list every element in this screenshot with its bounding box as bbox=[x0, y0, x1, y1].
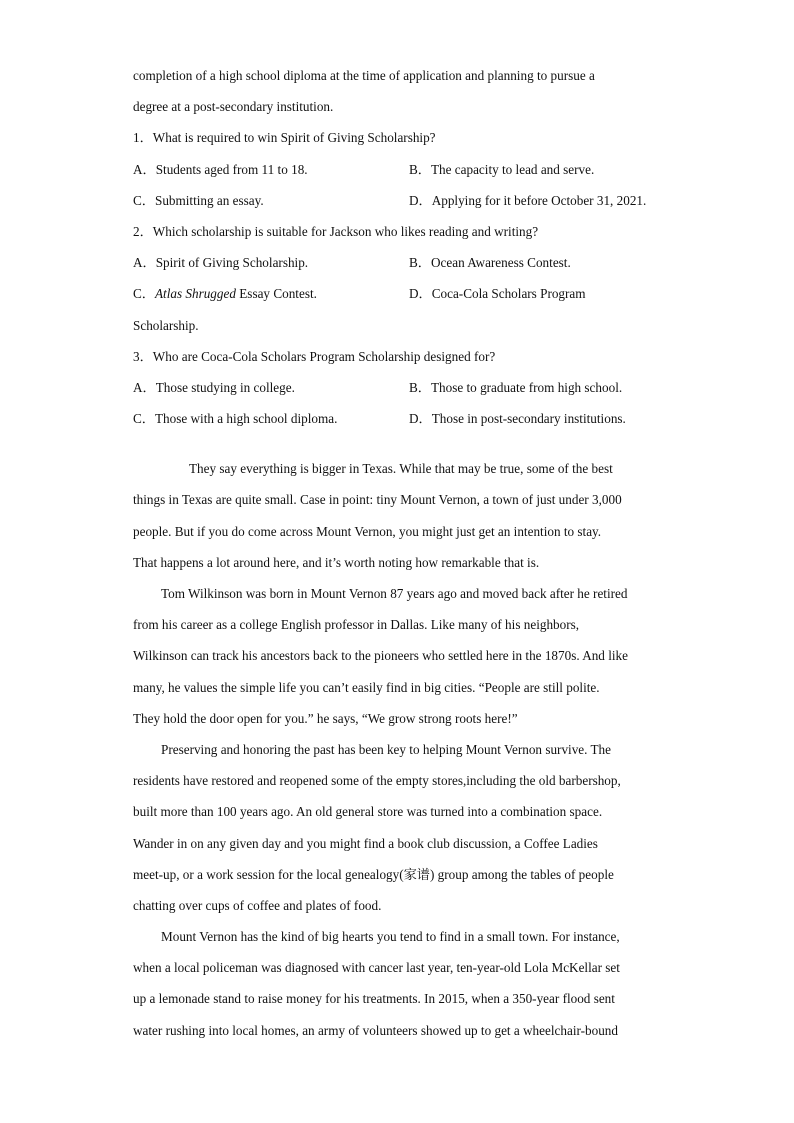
paragraph-3 bbox=[133, 734, 663, 921]
option-row bbox=[133, 154, 663, 185]
text-line: Tom Wilkinson was born in Mount Vernon 87 years ago and moved back after he retired bbox=[161, 586, 628, 601]
text-line: meet-up, or a work session for the local genealogy(家谱) group among the tables of people bbox=[133, 866, 614, 882]
option-c-prefix: C． bbox=[133, 286, 155, 302]
text-line: from his career as a college English professor in Dallas. Like many of his neighbors, bbox=[133, 617, 580, 633]
option-b: B．The capacity to lead and serve. bbox=[409, 161, 595, 177]
text-line: when a local policeman was diagnosed with cancer last year, ten-year-old Lola McKellar set bbox=[133, 960, 620, 976]
option-row bbox=[133, 185, 663, 216]
text-line: things in Texas are quite small. Case in point: tiny Mount Vernon, a town of just under 3,000 bbox=[133, 492, 622, 508]
option-row bbox=[133, 403, 663, 434]
option-d: D．Applying for it before October 31, 2021. bbox=[409, 192, 647, 208]
option-d-wrap: Scholarship. bbox=[133, 317, 199, 333]
question-stem: 3．Who are Coca-Cola Scholars Program Scholarship designed for? bbox=[133, 348, 496, 364]
book-title: Atlas Shrugged bbox=[154, 286, 236, 302]
section-gap bbox=[133, 434, 663, 453]
text-line: Wilkinson can track his ancestors back to the pioneers who settled here in the 1870s. And like bbox=[133, 648, 628, 664]
intro-continuation bbox=[133, 60, 663, 122]
text-line: up a lemonade stand to raise money for his treatments. In 2015, when a 350-year flood sent bbox=[133, 991, 615, 1007]
question-2 bbox=[133, 216, 663, 341]
text-line: They say everything is bigger in Texas. While that may be true, some of the best bbox=[189, 461, 613, 477]
text-line: They hold the door open for you.” he says, “We grow strong roots here!” bbox=[133, 710, 518, 726]
text-line: water rushing into local homes, an army of volunteers showed up to get a wheelchair-bound bbox=[133, 1022, 618, 1038]
option-d: D．Coca-Cola Scholars Program bbox=[409, 286, 586, 302]
text-line: chatting over cups of coffee and plates of food. bbox=[133, 897, 382, 913]
text-line: That happens a lot around here, and it’s worth noting how remarkable that is. bbox=[133, 554, 540, 570]
option-row bbox=[133, 247, 663, 278]
option-d: D．Those in post-secondary institutions. bbox=[409, 411, 626, 427]
document-page bbox=[133, 60, 663, 1046]
text-line: Preserving and honoring the past has been key to helping Mount Vernon survive. The bbox=[161, 741, 612, 757]
question-1 bbox=[133, 122, 663, 216]
option-row bbox=[133, 372, 663, 403]
option-c bbox=[133, 278, 409, 309]
text-line: Wander in on any given day and you might find a book club discussion, a Coffee Ladies bbox=[133, 835, 598, 851]
text-line: people. But if you do come across Mount Vernon, you might just get an intention to stay. bbox=[133, 523, 602, 539]
text-line: completion of a high school diploma at the time of application and planning to pursue a bbox=[133, 68, 595, 83]
text-line: Mount Vernon has the kind of big hearts you tend to find in a small town. For instance, bbox=[161, 929, 620, 945]
option-a: A．Spirit of Giving Scholarship. bbox=[133, 255, 309, 271]
option-b: B．Those to graduate from high school. bbox=[409, 379, 623, 395]
question-3 bbox=[133, 341, 663, 435]
option-a: A．Those studying in college. bbox=[133, 379, 295, 395]
text-line: built more than 100 years ago. An old general store was turned into a combination space. bbox=[133, 804, 603, 820]
option-c-suffix: Essay Contest. bbox=[235, 286, 317, 302]
question-stem: 2．Which scholarship is suitable for Jackson who likes reading and writing? bbox=[133, 223, 539, 239]
option-c: C．Those with a high school diploma. bbox=[133, 411, 338, 427]
paragraph-4 bbox=[133, 921, 663, 1046]
option-b: B．Ocean Awareness Contest. bbox=[409, 255, 571, 271]
text-line: residents have restored and reopened some of the empty stores,including the old barbershop, bbox=[133, 773, 621, 789]
option-a: A．Students aged from 11 to 18. bbox=[133, 161, 308, 177]
text-line: degree at a post-secondary institution. bbox=[133, 99, 334, 115]
reading-passage bbox=[133, 453, 663, 1046]
paragraph-1 bbox=[133, 453, 663, 578]
question-stem: 1．What is required to win Spirit of Giving Scholarship? bbox=[133, 130, 436, 146]
option-row bbox=[133, 278, 663, 309]
text-line: many, he values the simple life you can’t easily find in big cities. “People are still polite. bbox=[133, 679, 600, 695]
option-c: C．Submitting an essay. bbox=[133, 192, 264, 208]
paragraph-2 bbox=[133, 578, 663, 734]
